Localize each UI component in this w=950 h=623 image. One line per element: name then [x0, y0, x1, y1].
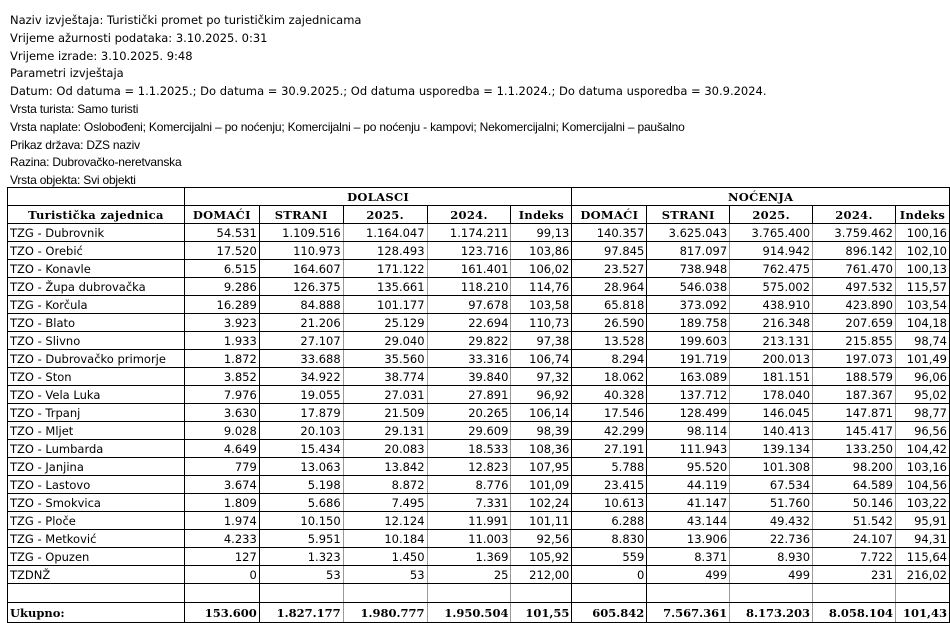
value-cell-arr-domestic: 7.976 — [184, 386, 259, 404]
value-cell-nights-domestic: 13.528 — [572, 332, 647, 350]
value-cell-arr-2025: 25.129 — [343, 314, 427, 332]
value-cell-arr-index: 101,55 — [511, 603, 572, 623]
value-cell-arr-2024: 11.991 — [427, 512, 511, 530]
tz-name-cell: TZO - Vela Luka — [8, 386, 185, 404]
value-cell-nights-2024: 896.142 — [813, 242, 896, 260]
value-cell-arr-domestic: 6.515 — [184, 260, 259, 278]
value-cell-arr-2024: 11.003 — [427, 530, 511, 548]
column-header-nights-2025: 2025. — [730, 206, 813, 224]
value-cell-arr-2025: 38.774 — [343, 368, 427, 386]
value-cell-nights-2024: 147.871 — [813, 404, 896, 422]
value-cell-arr-2025: 171.122 — [343, 260, 427, 278]
value-cell-arr-foreign: 19.055 — [259, 386, 343, 404]
value-cell-nights-2025: 200.013 — [730, 350, 813, 368]
value-cell-nights-index — [895, 584, 949, 603]
value-cell-arr-index: 106,02 — [511, 260, 572, 278]
value-cell-arr-domestic: 3.923 — [184, 314, 259, 332]
value-cell-nights-2025: 762.475 — [730, 260, 813, 278]
value-cell-nights-domestic: 28.964 — [572, 278, 647, 296]
column-header-arr-domestic: DOMAĆI — [184, 206, 259, 224]
value-cell-nights-index: 115,64 — [895, 548, 949, 566]
value-cell-arr-index: 105,92 — [511, 548, 572, 566]
value-cell-nights-foreign: 373.092 — [647, 296, 730, 314]
group-header-row — [8, 188, 950, 206]
table-row — [8, 278, 950, 296]
table-row — [8, 566, 950, 584]
value-cell-nights-domestic: 6.288 — [572, 512, 647, 530]
value-cell-arr-2025 — [343, 584, 427, 603]
value-cell-nights-foreign: 191.719 — [647, 350, 730, 368]
table-row — [8, 368, 950, 386]
tourism-report-table — [7, 187, 950, 623]
column-header-arr-foreign: STRANI — [259, 206, 343, 224]
value-cell-arr-domestic — [184, 584, 259, 603]
tz-name-cell: TZO - Lastovo — [8, 476, 185, 494]
tz-name-cell — [8, 584, 185, 603]
value-cell-arr-domestic: 4.233 — [184, 530, 259, 548]
value-cell-arr-domestic: 3.630 — [184, 404, 259, 422]
value-cell-nights-foreign: 3.625.043 — [647, 224, 730, 242]
object-type: Vrsta objekta: Svi objekti — [10, 173, 136, 188]
value-cell-arr-2025: 20.083 — [343, 440, 427, 458]
value-cell-nights-domestic: 605.842 — [572, 603, 647, 623]
value-cell-nights-foreign: 43.144 — [647, 512, 730, 530]
tz-name-cell: TZO - Župa dubrovačka — [8, 278, 185, 296]
value-cell-arr-domestic: 4.649 — [184, 440, 259, 458]
value-cell-nights-domestic: 23.527 — [572, 260, 647, 278]
report-parameters — [10, 12, 767, 190]
value-cell-nights-foreign: 738.948 — [647, 260, 730, 278]
value-cell-arr-2024: 29.609 — [427, 422, 511, 440]
table-row — [8, 314, 950, 332]
value-cell-nights-domestic: 27.191 — [572, 440, 647, 458]
value-cell-arr-2025: 7.495 — [343, 494, 427, 512]
value-cell-arr-foreign: 21.206 — [259, 314, 343, 332]
value-cell-nights-2025: 438.910 — [730, 296, 813, 314]
value-cell-nights-domestic: 17.546 — [572, 404, 647, 422]
tz-name-cell: TZG - Ploče — [8, 512, 185, 530]
value-cell-nights-2024: 187.367 — [813, 386, 896, 404]
value-cell-nights-2025: 146.045 — [730, 404, 813, 422]
value-cell-arr-foreign: 1.827.177 — [259, 603, 343, 623]
column-header-arr-2025: 2025. — [343, 206, 427, 224]
date-parameters: Datum: Od datuma = 1.1.2025.; Do datuma = 30.9.2025.; Od datuma usporedba = 1.1.2024.; Do datuma usporedba = 30.9.2024. — [10, 84, 767, 99]
value-cell-nights-2024: 50.146 — [813, 494, 896, 512]
tz-name-cell: TZO - Dubrovačko primorje — [8, 350, 185, 368]
table-row — [8, 476, 950, 494]
value-cell-arr-domestic: 16.289 — [184, 296, 259, 314]
value-cell-arr-index: 212,00 — [511, 566, 572, 584]
value-cell-arr-2024: 161.401 — [427, 260, 511, 278]
value-cell-arr-index: 106,14 — [511, 404, 572, 422]
value-cell-nights-index: 101,49 — [895, 350, 949, 368]
value-cell-nights-foreign: 817.097 — [647, 242, 730, 260]
data-update-time: Vrijeme ažurnosti podataka: 3.10.2025. 0:31 — [10, 30, 268, 45]
table-body — [8, 224, 950, 623]
table-row — [8, 350, 950, 368]
value-cell-arr-foreign: 10.150 — [259, 512, 343, 530]
value-cell-arr-2025: 29.040 — [343, 332, 427, 350]
tz-name-cell: TZO - Konavle — [8, 260, 185, 278]
column-header-arr-index: Indeks — [511, 206, 572, 224]
value-cell-nights-index: 103,54 — [895, 296, 949, 314]
table-row — [8, 242, 950, 260]
value-cell-arr-foreign: 1.323 — [259, 548, 343, 566]
tz-name-cell: TZG - Opuzen — [8, 548, 185, 566]
value-cell-nights-index: 103,22 — [895, 494, 949, 512]
value-cell-arr-2025: 12.124 — [343, 512, 427, 530]
table-row — [8, 458, 950, 476]
value-cell-arr-domestic: 17.520 — [184, 242, 259, 260]
value-cell-arr-index: 108,36 — [511, 440, 572, 458]
value-cell-nights-2024: 231 — [813, 566, 896, 584]
value-cell-arr-2024: 29.822 — [427, 332, 511, 350]
value-cell-arr-index: 92,56 — [511, 530, 572, 548]
value-cell-arr-foreign: 17.879 — [259, 404, 343, 422]
table-row — [8, 548, 950, 566]
value-cell-nights-domestic: 40.328 — [572, 386, 647, 404]
value-cell-nights-domestic: 42.299 — [572, 422, 647, 440]
value-cell-nights-index: 98,77 — [895, 404, 949, 422]
table-row — [8, 422, 950, 440]
value-cell-nights-index: 95,02 — [895, 386, 949, 404]
value-cell-arr-domestic: 54.531 — [184, 224, 259, 242]
value-cell-nights-2025: 8.173.203 — [730, 603, 813, 623]
value-cell-nights-2024: 3.759.462 — [813, 224, 896, 242]
value-cell-arr-2025: 35.560 — [343, 350, 427, 368]
value-cell-arr-foreign: 164.607 — [259, 260, 343, 278]
value-cell-arr-domestic: 127 — [184, 548, 259, 566]
value-cell-arr-2024: 7.331 — [427, 494, 511, 512]
value-cell-nights-2024: 145.417 — [813, 422, 896, 440]
value-cell-arr-2024: 118.210 — [427, 278, 511, 296]
value-cell-arr-foreign: 5.951 — [259, 530, 343, 548]
value-cell-nights-2025: 213.131 — [730, 332, 813, 350]
value-cell-nights-foreign: 199.603 — [647, 332, 730, 350]
value-cell-nights-2024: 497.532 — [813, 278, 896, 296]
value-cell-arr-2024: 97.678 — [427, 296, 511, 314]
value-cell-nights-foreign: 128.499 — [647, 404, 730, 422]
tz-name-cell: Ukupno: — [8, 603, 185, 623]
value-cell-arr-domestic: 1.809 — [184, 494, 259, 512]
value-cell-arr-domestic: 153.600 — [184, 603, 259, 623]
value-cell-arr-foreign: 5.198 — [259, 476, 343, 494]
value-cell-arr-index: 106,74 — [511, 350, 572, 368]
column-header-arr-2024: 2024. — [427, 206, 511, 224]
value-cell-arr-domestic: 3.674 — [184, 476, 259, 494]
value-cell-nights-2024: 133.250 — [813, 440, 896, 458]
value-cell-nights-2025: 51.760 — [730, 494, 813, 512]
column-header-nights-domestic: DOMAĆI — [572, 206, 647, 224]
value-cell-arr-2025: 128.493 — [343, 242, 427, 260]
value-cell-arr-domestic: 9.028 — [184, 422, 259, 440]
value-cell-nights-foreign: 499 — [647, 566, 730, 584]
value-cell-arr-index: 97,32 — [511, 368, 572, 386]
value-cell-arr-index: 114,76 — [511, 278, 572, 296]
value-cell-nights-index: 100,13 — [895, 260, 949, 278]
value-cell-arr-domestic: 779 — [184, 458, 259, 476]
value-cell-arr-2024: 8.776 — [427, 476, 511, 494]
value-cell-arr-2024: 1.174.211 — [427, 224, 511, 242]
value-cell-nights-domestic: 5.788 — [572, 458, 647, 476]
value-cell-arr-foreign: 1.109.516 — [259, 224, 343, 242]
value-cell-nights-index: 96,56 — [895, 422, 949, 440]
level: Razina: Dubrovačko-neretvanska — [10, 155, 182, 170]
value-cell-nights-index: 98,74 — [895, 332, 949, 350]
tz-name-cell: TZO - Lumbarda — [8, 440, 185, 458]
value-cell-nights-2024: 215.855 — [813, 332, 896, 350]
value-cell-arr-2024: 25 — [427, 566, 511, 584]
value-cell-nights-2025: 139.134 — [730, 440, 813, 458]
value-cell-nights-2025: 67.534 — [730, 476, 813, 494]
blank-row — [8, 584, 950, 603]
value-cell-nights-index: 104,56 — [895, 476, 949, 494]
value-cell-nights-2025: 499 — [730, 566, 813, 584]
value-cell-nights-domestic: 23.415 — [572, 476, 647, 494]
value-cell-nights-domestic — [572, 584, 647, 603]
value-cell-arr-2025: 53 — [343, 566, 427, 584]
value-cell-nights-2025: 49.432 — [730, 512, 813, 530]
tz-name-cell: TZO - Slivno — [8, 332, 185, 350]
value-cell-arr-2025: 13.842 — [343, 458, 427, 476]
value-cell-nights-index: 100,16 — [895, 224, 949, 242]
value-cell-arr-2025: 101.177 — [343, 296, 427, 314]
table-row — [8, 494, 950, 512]
value-cell-arr-2024: 1.369 — [427, 548, 511, 566]
tz-name-cell: TZO - Mljet — [8, 422, 185, 440]
value-cell-nights-foreign: 41.147 — [647, 494, 730, 512]
value-cell-arr-index — [511, 584, 572, 603]
value-cell-arr-2025: 8.872 — [343, 476, 427, 494]
value-cell-nights-2024: 64.589 — [813, 476, 896, 494]
value-cell-nights-2025: 140.413 — [730, 422, 813, 440]
value-cell-arr-2024: 18.533 — [427, 440, 511, 458]
value-cell-arr-2025: 135.661 — [343, 278, 427, 296]
value-cell-arr-index: 97,38 — [511, 332, 572, 350]
value-cell-nights-2025: 3.765.400 — [730, 224, 813, 242]
column-header-nights-index: Indeks — [895, 206, 949, 224]
value-cell-nights-2024: 423.890 — [813, 296, 896, 314]
value-cell-arr-2024 — [427, 584, 511, 603]
column-header-nights-foreign: STRANI — [647, 206, 730, 224]
value-cell-nights-domestic: 8.294 — [572, 350, 647, 368]
tz-name-cell: TZG - Korčula — [8, 296, 185, 314]
value-cell-nights-2025: 8.930 — [730, 548, 813, 566]
tz-name-cell: TZG - Dubrovnik — [8, 224, 185, 242]
value-cell-nights-index: 94,31 — [895, 530, 949, 548]
value-cell-arr-foreign: 13.063 — [259, 458, 343, 476]
table-row — [8, 440, 950, 458]
table-row — [8, 404, 950, 422]
table-row — [8, 530, 950, 548]
value-cell-arr-foreign: 5.686 — [259, 494, 343, 512]
value-cell-nights-2025 — [730, 584, 813, 603]
value-cell-nights-2024: 7.722 — [813, 548, 896, 566]
value-cell-nights-2024: 8.058.104 — [813, 603, 896, 623]
value-cell-nights-foreign: 44.119 — [647, 476, 730, 494]
nights-group-header: NOĆENJA — [572, 188, 950, 206]
value-cell-nights-index: 95,91 — [895, 512, 949, 530]
value-cell-arr-2025: 1.164.047 — [343, 224, 427, 242]
tz-name-cell: TZG - Metković — [8, 530, 185, 548]
value-cell-arr-2025: 10.184 — [343, 530, 427, 548]
value-cell-arr-domestic: 1.933 — [184, 332, 259, 350]
value-cell-nights-foreign: 111.943 — [647, 440, 730, 458]
value-cell-nights-domestic: 65.818 — [572, 296, 647, 314]
value-cell-arr-foreign: 34.922 — [259, 368, 343, 386]
value-cell-nights-2025: 575.002 — [730, 278, 813, 296]
value-cell-nights-2025: 914.942 — [730, 242, 813, 260]
value-cell-nights-foreign: 98.114 — [647, 422, 730, 440]
value-cell-nights-domestic: 140.357 — [572, 224, 647, 242]
arrivals-group-header: DOLASCI — [184, 188, 572, 206]
value-cell-nights-domestic: 0 — [572, 566, 647, 584]
value-cell-arr-domestic: 1.872 — [184, 350, 259, 368]
empty-header-cell — [8, 188, 185, 206]
column-header-row — [8, 206, 950, 224]
value-cell-arr-foreign: 15.434 — [259, 440, 343, 458]
value-cell-arr-index: 101,09 — [511, 476, 572, 494]
column-header-tz: Turistička zajednica — [8, 206, 185, 224]
value-cell-nights-domestic: 559 — [572, 548, 647, 566]
value-cell-arr-2025: 29.131 — [343, 422, 427, 440]
value-cell-nights-2025: 216.348 — [730, 314, 813, 332]
value-cell-nights-foreign: 7.567.361 — [647, 603, 730, 623]
value-cell-arr-index: 99,13 — [511, 224, 572, 242]
value-cell-nights-foreign: 546.038 — [647, 278, 730, 296]
value-cell-nights-index: 102,10 — [895, 242, 949, 260]
value-cell-nights-domestic: 18.062 — [572, 368, 647, 386]
value-cell-arr-2024: 22.694 — [427, 314, 511, 332]
value-cell-nights-2025: 22.736 — [730, 530, 813, 548]
payment-type: Vrsta naplate: Oslobođeni; Komercijalni – po noćenju; Komercijalni – po noćenju - kampovi; Nekomercijalni; Komercijalni – paušalno — [10, 119, 685, 134]
value-cell-arr-domestic: 9.286 — [184, 278, 259, 296]
value-cell-arr-2024: 123.716 — [427, 242, 511, 260]
value-cell-nights-2024: 24.107 — [813, 530, 896, 548]
country-display: Prikaz država: DZS naziv — [10, 137, 140, 152]
value-cell-nights-index: 101,43 — [895, 603, 949, 623]
tz-name-cell: TZO - Janjina — [8, 458, 185, 476]
tz-name-cell: TZO - Trpanj — [8, 404, 185, 422]
value-cell-arr-2024: 39.840 — [427, 368, 511, 386]
value-cell-nights-index: 216,02 — [895, 566, 949, 584]
value-cell-nights-2025: 181.151 — [730, 368, 813, 386]
value-cell-nights-foreign — [647, 584, 730, 603]
table-row — [8, 224, 950, 242]
value-cell-arr-foreign: 20.103 — [259, 422, 343, 440]
value-cell-arr-domestic: 3.852 — [184, 368, 259, 386]
value-cell-nights-2024: 761.470 — [813, 260, 896, 278]
value-cell-nights-foreign: 95.520 — [647, 458, 730, 476]
value-cell-nights-foreign: 8.371 — [647, 548, 730, 566]
value-cell-arr-foreign: 53 — [259, 566, 343, 584]
report-name: Naziv izvještaja: Turistički promet po turističkim zajednicama — [10, 13, 362, 27]
value-cell-arr-foreign: 33.688 — [259, 350, 343, 368]
tz-name-cell: TZO - Smokvica — [8, 494, 185, 512]
value-cell-arr-index: 103,86 — [511, 242, 572, 260]
tz-name-cell: TZO - Blato — [8, 314, 185, 332]
creation-time: Vrijeme izrade: 3.10.2025. 9:48 — [10, 48, 193, 63]
table-row — [8, 296, 950, 314]
value-cell-arr-2024: 20.265 — [427, 404, 511, 422]
value-cell-arr-foreign: 126.375 — [259, 278, 343, 296]
value-cell-nights-index: 104,42 — [895, 440, 949, 458]
column-header-nights-2024: 2024. — [813, 206, 896, 224]
value-cell-arr-2025: 1.450 — [343, 548, 427, 566]
value-cell-arr-2024: 33.316 — [427, 350, 511, 368]
tz-name-cell: TZO - Ston — [8, 368, 185, 386]
value-cell-arr-index: 96,92 — [511, 386, 572, 404]
value-cell-nights-2024: 98.200 — [813, 458, 896, 476]
value-cell-arr-index: 98,39 — [511, 422, 572, 440]
value-cell-nights-2025: 101.308 — [730, 458, 813, 476]
value-cell-nights-2025: 178.040 — [730, 386, 813, 404]
value-cell-nights-domestic: 8.830 — [572, 530, 647, 548]
value-cell-arr-domestic: 1.974 — [184, 512, 259, 530]
value-cell-arr-foreign — [259, 584, 343, 603]
value-cell-nights-foreign: 189.758 — [647, 314, 730, 332]
table-row — [8, 332, 950, 350]
value-cell-arr-2024: 1.950.504 — [427, 603, 511, 623]
value-cell-nights-foreign: 13.906 — [647, 530, 730, 548]
value-cell-arr-2024: 27.891 — [427, 386, 511, 404]
value-cell-nights-2024 — [813, 584, 896, 603]
table-row — [8, 386, 950, 404]
value-cell-nights-index: 103,16 — [895, 458, 949, 476]
tz-name-cell: TZO - Orebić — [8, 242, 185, 260]
tourist-type: Vrsta turista: Samo turisti — [10, 101, 139, 116]
value-cell-arr-foreign: 27.107 — [259, 332, 343, 350]
value-cell-arr-foreign: 110.973 — [259, 242, 343, 260]
value-cell-arr-index: 101,11 — [511, 512, 572, 530]
value-cell-nights-2024: 188.579 — [813, 368, 896, 386]
table-row — [8, 260, 950, 278]
value-cell-nights-2024: 197.073 — [813, 350, 896, 368]
value-cell-arr-index: 103,58 — [511, 296, 572, 314]
value-cell-arr-domestic: 0 — [184, 566, 259, 584]
tz-name-cell: TZDNŽ — [8, 566, 185, 584]
value-cell-arr-index: 110,73 — [511, 314, 572, 332]
value-cell-nights-domestic: 97.845 — [572, 242, 647, 260]
value-cell-arr-index: 107,95 — [511, 458, 572, 476]
value-cell-arr-foreign: 84.888 — [259, 296, 343, 314]
parameters-heading: Parametri izvještaja — [10, 66, 124, 81]
value-cell-nights-index: 104,18 — [895, 314, 949, 332]
value-cell-arr-2024: 12.823 — [427, 458, 511, 476]
value-cell-nights-domestic: 26.590 — [572, 314, 647, 332]
table-row — [8, 512, 950, 530]
value-cell-nights-index: 115,57 — [895, 278, 949, 296]
value-cell-arr-2025: 21.509 — [343, 404, 427, 422]
value-cell-arr-2025: 1.980.777 — [343, 603, 427, 623]
value-cell-nights-foreign: 163.089 — [647, 368, 730, 386]
value-cell-nights-2024: 207.659 — [813, 314, 896, 332]
value-cell-nights-2024: 51.542 — [813, 512, 896, 530]
value-cell-nights-index: 96,06 — [895, 368, 949, 386]
value-cell-nights-foreign: 137.712 — [647, 386, 730, 404]
value-cell-arr-index: 102,24 — [511, 494, 572, 512]
value-cell-arr-2025: 27.031 — [343, 386, 427, 404]
value-cell-nights-domestic: 10.613 — [572, 494, 647, 512]
